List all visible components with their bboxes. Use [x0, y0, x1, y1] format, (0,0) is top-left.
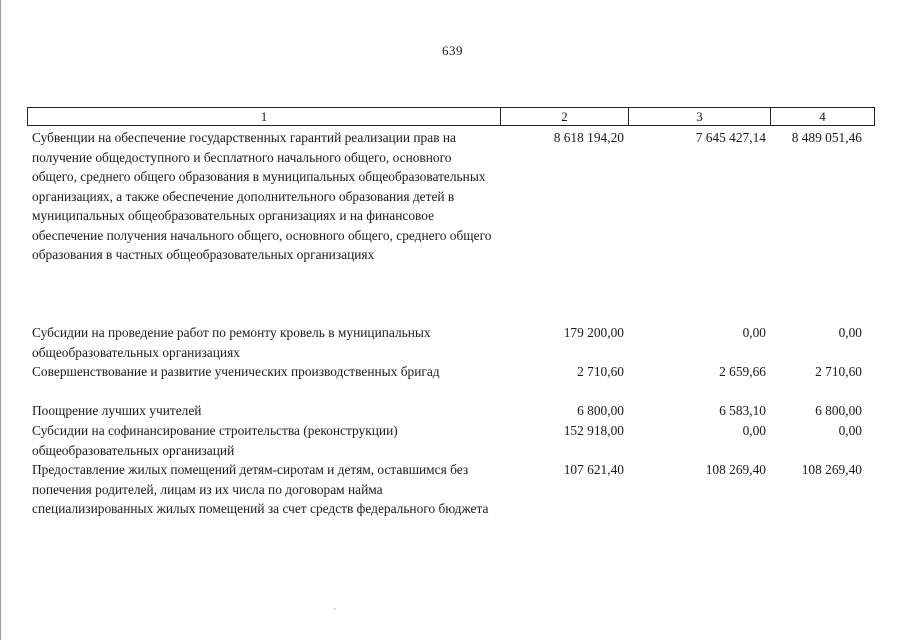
row-value-col3: 2 659,66: [719, 364, 766, 379]
column-header-1: 1: [28, 108, 501, 125]
table-row: [27, 421, 875, 460]
row-value-col3: 108 269,40: [705, 462, 766, 477]
table-row: [27, 362, 875, 382]
table-header: [27, 107, 875, 126]
row-value-col2: 8 618 194,20: [553, 130, 624, 145]
row-value-col4: 8 489 051,46: [791, 130, 862, 145]
row-value-col3: 0,00: [742, 325, 766, 340]
table-row: [27, 128, 875, 265]
row-value-col3: 0,00: [742, 423, 766, 438]
row-value-col2: 107 621,40: [563, 462, 624, 477]
page-left-edge: [0, 0, 1, 640]
column-header-3: 3: [629, 108, 771, 125]
row-value-col3: 6 583,10: [719, 403, 766, 418]
row-description: Совершенствование и развитие ученических производственных бригад: [32, 364, 440, 379]
row-value-col4: 2 710,60: [815, 364, 862, 379]
row-value-col4: 0,00: [838, 423, 862, 438]
row-description: Субвенции на обеспечение государственных гарантий реализации прав на получение общедоступного и бесплатного начального общего, основного общего, среднего общего образования в муниципальных общеобразовательных организациях, а также обеспечение дополнительного образования детей в муниципальных общеобразовательных организациях и на финансовое обеспечение получения начального общего, основного общего, среднего общего образования в частных общеобразовательных организациях: [32, 130, 492, 262]
table-row: [27, 323, 875, 362]
table-row: [27, 460, 875, 519]
row-value-col2: 6 800,00: [577, 403, 624, 418]
row-value-col3: 7 645 427,14: [695, 130, 766, 145]
row-description: Субсидии на проведение работ по ремонту кровель в муниципальных общеобразовательных организациях: [32, 325, 431, 360]
row-value-col2: 179 200,00: [563, 325, 624, 340]
table-row: [27, 401, 875, 421]
row-value-col4: 6 800,00: [815, 403, 862, 418]
column-header-2: 2: [501, 108, 629, 125]
row-description: Поощрение лучших учителей: [32, 403, 202, 418]
row-description: Предоставление жилых помещений детям-сиротам и детям, оставшимся без попечения родителей, лицам из их числа по договорам найма специализированных жилых помещений за счет средств федерального бюджета: [32, 462, 489, 516]
row-value-col2: 2 710,60: [577, 364, 624, 379]
page-number: 639: [442, 43, 463, 58]
row-value-col2: 152 918,00: [563, 423, 624, 438]
row-value-col4: 108 269,40: [801, 462, 862, 477]
row-description: Субсидии на софинансирование строительства (реконструкции) общеобразовательных организаций: [32, 423, 398, 458]
column-header-4: 4: [819, 109, 826, 124]
row-value-col4: 0,00: [838, 325, 862, 340]
scan-artifact-mark: ˋ: [333, 608, 337, 619]
